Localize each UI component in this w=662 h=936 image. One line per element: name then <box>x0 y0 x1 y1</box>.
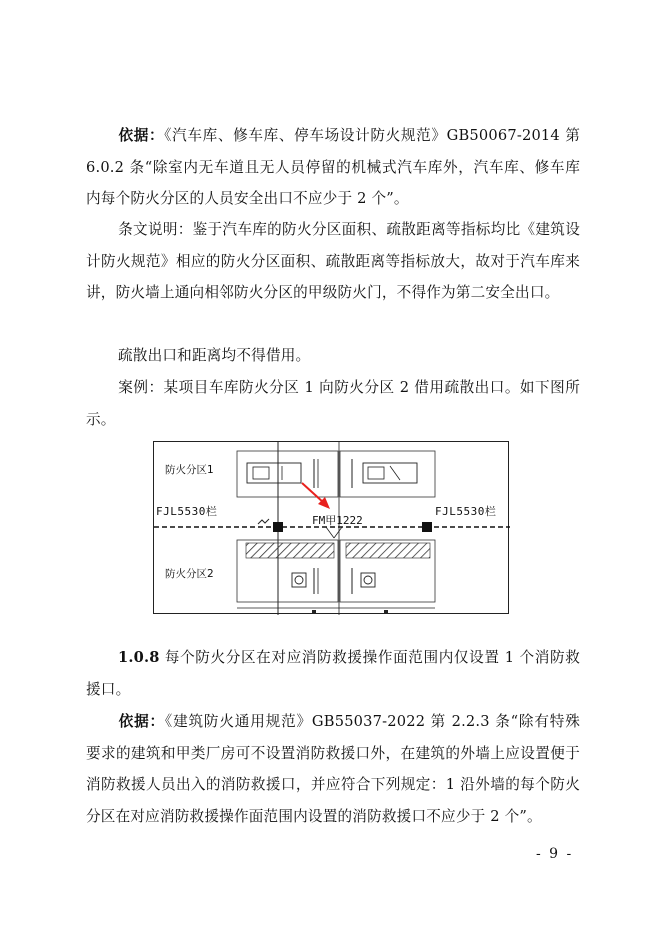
paragraph-explanation <box>86 214 580 309</box>
page-number: - 9 - <box>536 846 574 862</box>
wall-label-left: FJL5530栏 <box>156 505 218 518</box>
parking-block-top-left <box>237 451 338 497</box>
paragraph-case <box>86 372 580 435</box>
firewall-post-right <box>422 522 432 532</box>
section-text: 每个防火分区在对应消防救援操作面范围内仅设置 1 个消防救援口。 <box>86 649 580 698</box>
paragraph-basis-2 <box>86 706 580 832</box>
paragraph-no-borrow <box>86 340 580 372</box>
zone-2-label: 防火分区2 <box>165 568 214 580</box>
wall-label-right: FJL5530栏 <box>435 505 497 518</box>
parking-block-top-right <box>340 451 435 497</box>
floor-plan-figure <box>153 441 509 614</box>
zone-1-label: 防火分区1 <box>165 464 214 476</box>
section-number: 1.0.8 <box>118 649 160 666</box>
basis-label: 依据： <box>118 127 165 144</box>
case-text: 案例：某项目车库防火分区 1 向防火分区 2 借用疏散出口。如下图所示。 <box>86 379 580 428</box>
firewall-post-left <box>273 522 283 532</box>
paragraph-basis-1 <box>86 120 580 215</box>
basis-text: 《汽车库、修车库、停车场设计防火规范》GB50067-2014 第 6.0.2 条“除室内无车道且无人员停留的机械式汽车库外，汽车库、修车库内每个防火分区的人员安全出口不应少于 2 个”。 <box>86 127 580 207</box>
no-borrow-text: 疏散出口和距离均不得借用。 <box>118 347 311 364</box>
explanation-text: 条文说明：鉴于汽车库的防火分区面积、疏散距离等指标均比《建筑设计防火规范》相应的防火分区面积、疏散距离等指标放大，故对于汽车库来讲，防火墙上通向相邻防火分区的甲级防火门，不得作为第二安全出口。 <box>86 221 580 301</box>
fire-door <box>326 527 334 538</box>
paragraph-1-0-8 <box>86 642 580 705</box>
basis-label-2: 依据： <box>118 713 165 730</box>
fire-door-label: FM甲1222 <box>312 514 363 527</box>
red-arrow <box>302 483 324 503</box>
basis-text-2: 《建筑防火通用规范》GB55037-2022 第 2.2.3 条“除有特殊要求的建筑和甲类厂房可不设置消防救援口外，在建筑的外墙上应设置便于消防救援人员出入的消防救援口，并应符合下列规定：1 沿外墙的每个防火分区在对应消防救援操作面范围内设置的消防救援口不应少于 2 个”。 <box>86 713 580 825</box>
